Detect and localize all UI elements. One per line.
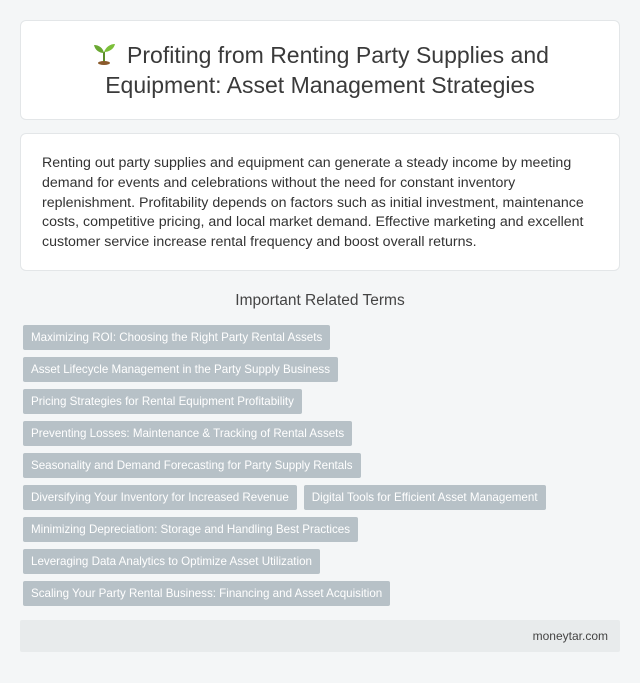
related-term-tag[interactable]: Preventing Losses: Maintenance & Tracking of Rental Assets [23, 421, 352, 446]
title-card [20, 20, 620, 120]
related-term-tag[interactable]: Maximizing ROI: Choosing the Right Party Rental Assets [23, 325, 330, 350]
related-term-tag[interactable]: Seasonality and Demand Forecasting for Party Supply Rentals [23, 453, 361, 478]
page-title [45, 40, 595, 100]
intro-paragraph: Renting out party supplies and equipment can generate a steady income by meeting demand for events and celebrations without the need for constant inventory replenishment. Profitability depends on factors such as initial investment, maintenance costs, competitive pricing, and local market demand. Effective marketing and excellent customer service increase rental frequency and boost overall returns. [42, 155, 584, 251]
tag-row [23, 389, 620, 414]
footer-site-link[interactable]: moneytar.com [532, 629, 608, 643]
tag-row [23, 421, 620, 446]
intro-card [20, 133, 620, 271]
related-term-tag[interactable]: Leveraging Data Analytics to Optimize Asset Utilization [23, 549, 320, 574]
related-terms-list [23, 325, 620, 613]
tag-row [23, 485, 620, 510]
tag-row [23, 453, 620, 478]
tag-row [23, 549, 620, 574]
related-term-tag[interactable]: Pricing Strategies for Rental Equipment Profitability [23, 389, 302, 414]
related-terms-heading: Important Related Terms [235, 292, 405, 309]
tag-row [23, 325, 620, 350]
tag-row [23, 357, 620, 382]
page-title-text: Profiting from Renting Party Supplies and Equipment: Asset Management Strategies [105, 42, 549, 98]
tag-row [23, 581, 620, 606]
related-term-tag[interactable]: Scaling Your Party Rental Business: Financing and Asset Acquisition [23, 581, 390, 606]
footer-bar [20, 620, 620, 652]
tag-row [23, 517, 620, 542]
related-term-tag[interactable]: Diversifying Your Inventory for Increased Revenue [23, 485, 297, 510]
sprout-icon [91, 41, 117, 65]
related-term-tag[interactable]: Digital Tools for Efficient Asset Management [304, 485, 546, 510]
related-term-tag[interactable]: Minimizing Depreciation: Storage and Handling Best Practices [23, 517, 358, 542]
related-term-tag[interactable]: Asset Lifecycle Management in the Party Supply Business [23, 357, 338, 382]
